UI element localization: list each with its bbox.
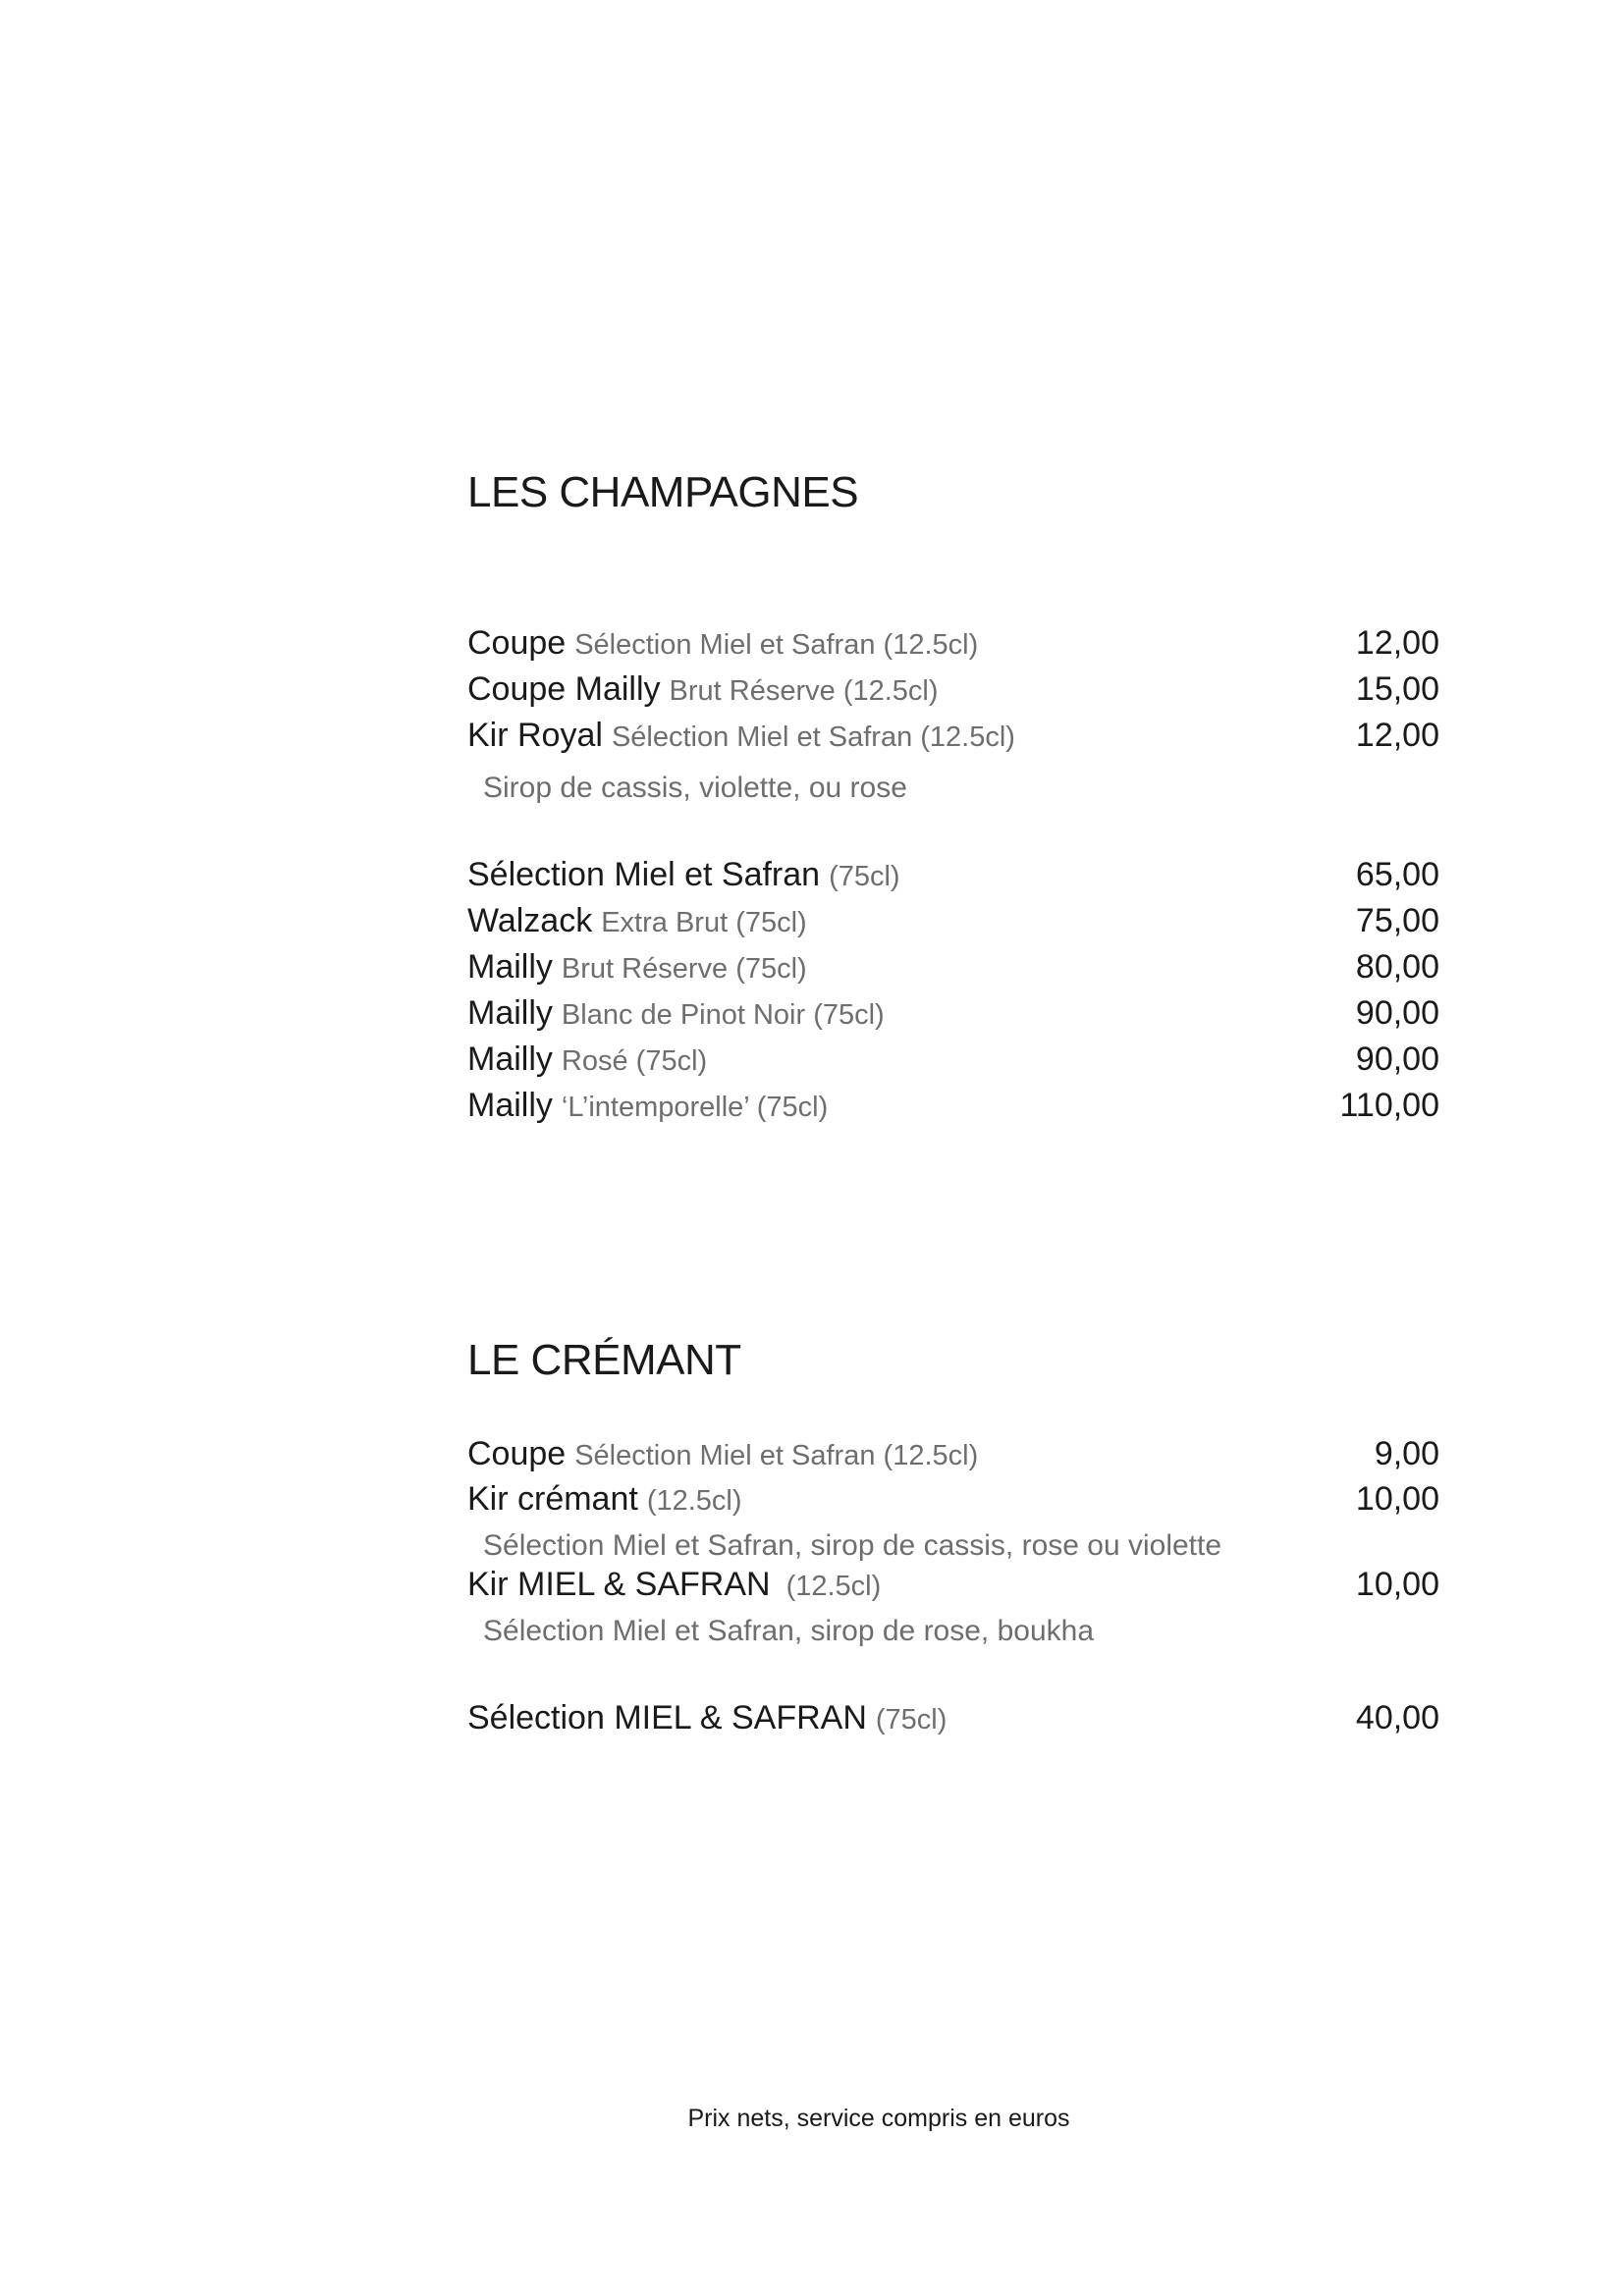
item-price: 10,00 [1355, 1480, 1439, 1518]
item-detail: (12.5cl) [646, 1485, 742, 1517]
item-detail: Extra Brut (75cl) [601, 907, 807, 938]
item-price: 90,00 [1355, 994, 1439, 1032]
item-name: Mailly [467, 1041, 553, 1078]
item-detail: Brut Réserve (75cl) [561, 953, 807, 985]
item-price: 40,00 [1355, 1699, 1439, 1736]
item-detail: Sélection Miel et Safran (12.5cl) [574, 629, 979, 661]
item-name: Kir MIEL & SAFRAN [467, 1566, 771, 1603]
item-name: Coupe [467, 1435, 567, 1472]
section-title-cremant: LE CRÉMANT [467, 1336, 741, 1384]
item-price: 12,00 [1355, 624, 1439, 662]
item-name: Kir Royal [467, 717, 603, 754]
menu-item [467, 1435, 1439, 1480]
menu-item [467, 856, 1439, 901]
item-name: Mailly [467, 994, 553, 1032]
menu-item [467, 717, 1439, 762]
item-detail: Brut Réserve (12.5cl) [669, 675, 939, 707]
item-name: Mailly [467, 948, 553, 986]
item-detail: (75cl) [829, 861, 900, 892]
menu-item [467, 624, 1439, 669]
item-price: 9,00 [1374, 1435, 1439, 1472]
footer-note: Prix nets, service compris en euros [687, 2105, 1070, 2132]
item-price: 75,00 [1355, 902, 1439, 939]
item-price: 65,00 [1355, 856, 1439, 893]
item-name: Mailly [467, 1087, 553, 1124]
item-detail: Rosé (75cl) [561, 1045, 708, 1077]
item-name: Walzack [467, 902, 593, 939]
menu-item [467, 1480, 1439, 1525]
item-detail: Sélection Miel et Safran (12.5cl) [574, 1440, 979, 1471]
item-price: 10,00 [1355, 1566, 1439, 1603]
item-price: 80,00 [1355, 948, 1439, 986]
menu-item [467, 994, 1439, 1040]
section-title-champagnes: LES CHAMPAGNES [467, 468, 859, 516]
item-name: Coupe Mailly [467, 670, 661, 708]
item-name: Coupe [467, 624, 567, 662]
item-detail: (75cl) [875, 1704, 947, 1735]
menu-item [467, 948, 1439, 993]
item-detail: Blanc de Pinot Noir (75cl) [561, 999, 885, 1031]
item-name: Kir crémant [467, 1480, 638, 1518]
item-detail: ‘L’intemporelle’ (75cl) [561, 1092, 829, 1123]
item-name: Sélection Miel et Safran [467, 856, 821, 893]
item-price: 12,00 [1355, 717, 1439, 754]
item-description: Sélection Miel et Safran, sirop de cassis, rose ou violette [483, 1529, 1222, 1562]
menu-item [467, 1041, 1439, 1086]
item-detail: Sélection Miel et Safran (12.5cl) [611, 721, 1015, 753]
item-price: 90,00 [1355, 1041, 1439, 1078]
menu-item [467, 1566, 1439, 1611]
item-name: Sélection MIEL & SAFRAN [467, 1699, 867, 1736]
menu-item [467, 902, 1439, 947]
menu-item [467, 670, 1439, 716]
item-description: Sélection Miel et Safran, sirop de rose, boukha [483, 1615, 1095, 1647]
item-description: Sirop de cassis, violette, ou rose [483, 772, 907, 804]
item-detail: (12.5cl) [785, 1571, 882, 1602]
item-price: 110,00 [1339, 1087, 1439, 1124]
menu-item [467, 1699, 1439, 1744]
item-price: 15,00 [1355, 670, 1439, 708]
menu-item [467, 1087, 1439, 1132]
